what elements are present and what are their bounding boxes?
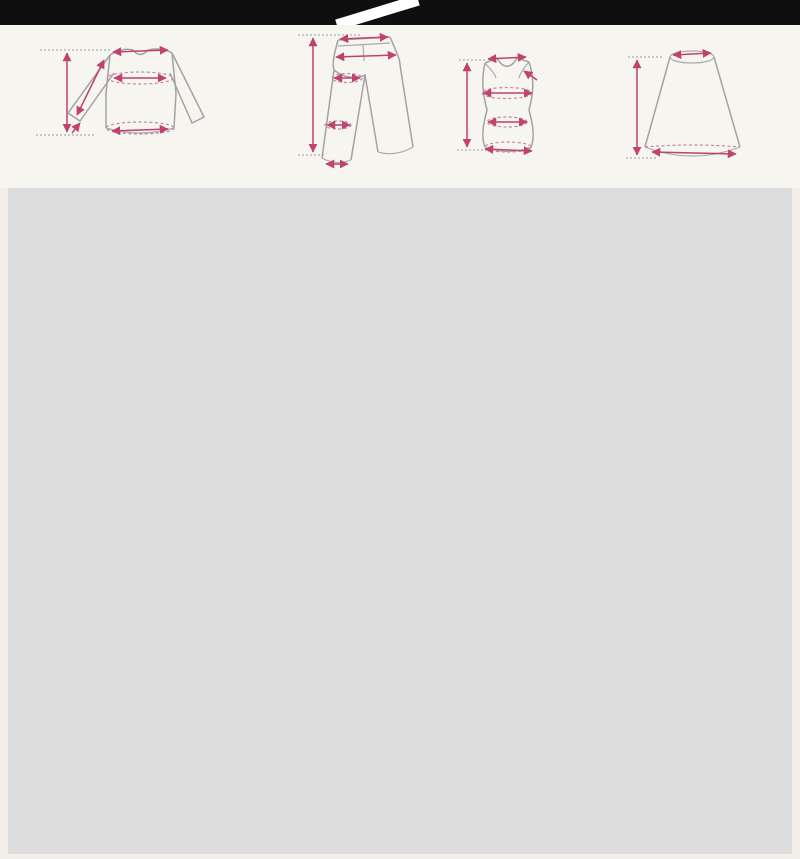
skirt-measure-diagram xyxy=(610,25,800,188)
shirt-measure-diagram xyxy=(0,25,250,188)
title-bar xyxy=(0,0,800,25)
diagonal-stripe-decoration xyxy=(335,0,420,25)
size-chart-table xyxy=(8,188,792,854)
measurement-diagrams xyxy=(0,25,800,188)
vest-measure-diagram xyxy=(445,25,610,188)
pants-measure-diagram xyxy=(250,25,465,188)
